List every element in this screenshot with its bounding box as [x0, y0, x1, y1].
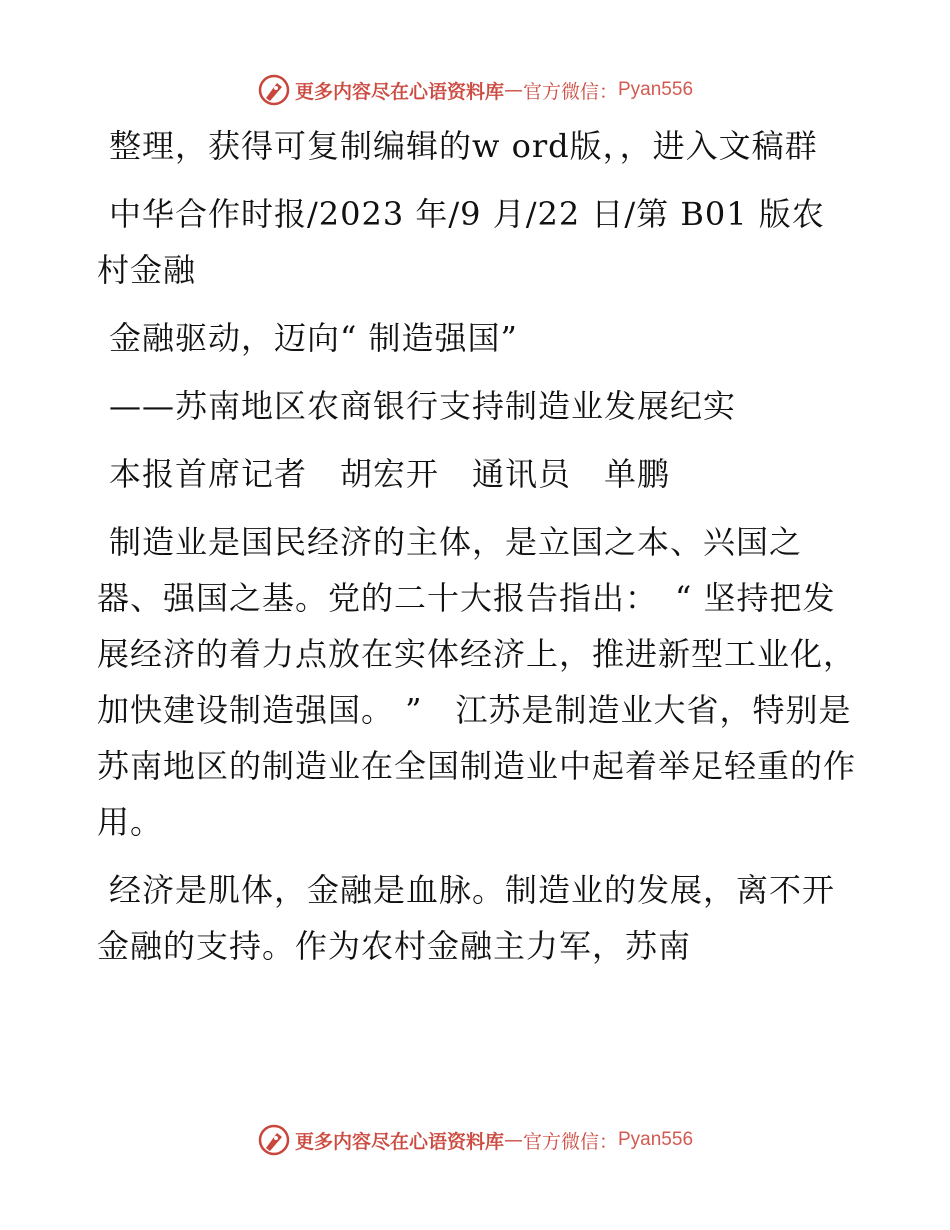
watermark-separator: —: [503, 79, 523, 101]
paragraph-notice: 整理，获得可复制编辑的w ord版，，进入文稿群: [109, 127, 818, 165]
paragraph-body-2: 经济是肌体，金融是血脉。制造业的发展，离不开金融的支持。作为农村金融主力军，苏南: [97, 871, 836, 965]
article-title: 金融驱动，迈向“ 制造强国”: [109, 319, 518, 357]
pen-nib-logo-icon: [257, 73, 291, 107]
watermark-wechat-id: Pyan556: [618, 1129, 694, 1150]
watermark-wechat-id: Pyan556: [618, 79, 694, 100]
article-byline: 本报首席记者 胡宏开 通讯员 单鹏: [109, 455, 671, 493]
watermark-official-label: 官方微信：: [522, 1130, 618, 1153]
watermark-official-label: 官方微信：: [522, 80, 618, 103]
watermark-brand: 更多内容尽在心语资料库: [294, 80, 504, 103]
paragraph-body-1: 制造业是国民经济的主体，是立国之本、兴国之器、强国之基。党的二十大报告指出： “ 坚持把发展经济的着力点放在实体经济上，推进新型工业化，加快建设制造强国。 ” 江苏是制造业大省，特别是苏南地区的制造业在全国制造业中起着举足轻重的作用。: [97, 523, 857, 841]
footer-watermark: [0, 1120, 950, 1160]
watermark-separator: —: [503, 1129, 523, 1151]
article-subtitle: ——苏南地区农商银行支持制造业发展纪实: [109, 387, 737, 425]
watermark-brand: 更多内容尽在心语资料库: [294, 1130, 504, 1153]
paragraph-source: 中华合作时报/2023 年/9 月/22 日/第 B01 版农村金融: [97, 195, 825, 289]
header-watermark: [0, 70, 950, 110]
pen-nib-logo-icon: [257, 1123, 291, 1157]
document-body: [97, 118, 857, 986]
